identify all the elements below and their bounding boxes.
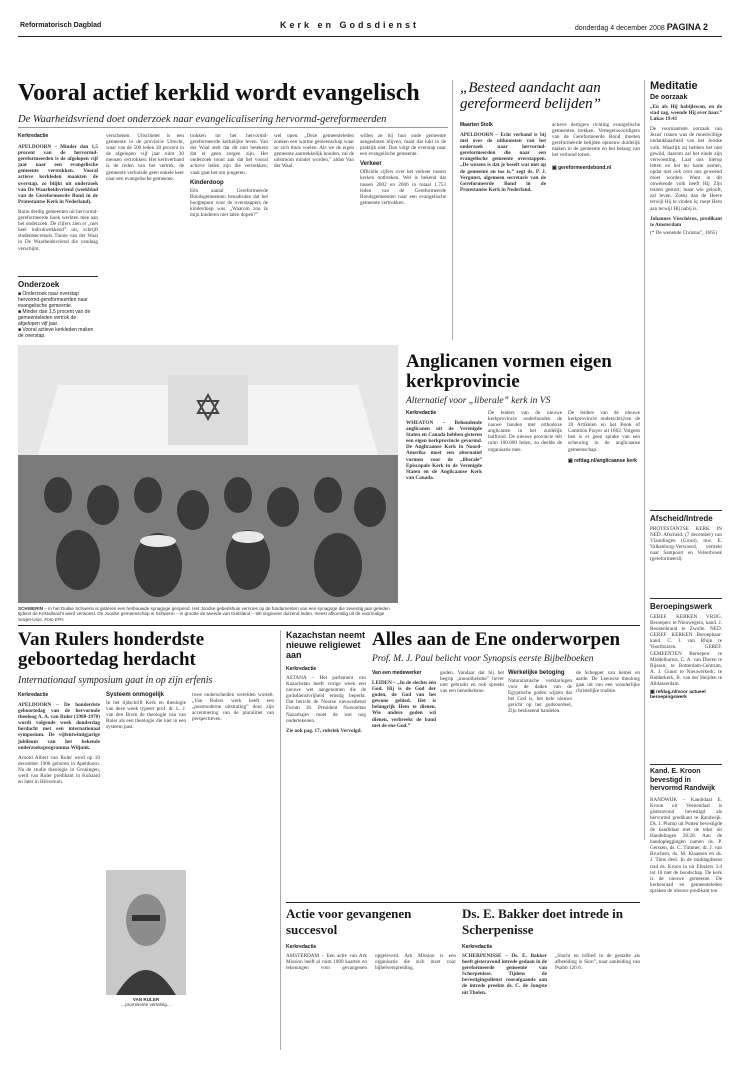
besteed-web-link[interactable]: ▣ gereformeerdebond.nl xyxy=(552,164,612,171)
besteed-text: actieve dertigers richting evangelische gemeenten trekken. Vertegenwoordigers van de Gereformeerde Bond moeten gereformeerde belijden opnieuw duidelijk maken in de gemeente en het belang van het verbond tonen. xyxy=(552,122,640,159)
lead-col5-more: Officiële cijfers over het verkeer tussen kerken ontbreken. Wel is bekend dat tussen 2002 en 2006 in totaal 1.753 leden van de Gereformeerde Bondsgemeenten naar een evangelische gemeente vertrokken. xyxy=(360,169,446,206)
afscheid-box xyxy=(650,510,722,563)
kazachstan-byline: Kerkredactie xyxy=(286,666,317,672)
page-date xyxy=(575,22,708,32)
photo-caption xyxy=(18,606,398,622)
onderwijs-col-2: goden. Vandaar dat hij het begrip „monotheïsme” liever niet gebruikt en ook spreekt van een henotheïsme. xyxy=(440,670,504,695)
synagogue-photo xyxy=(18,345,398,603)
lead-col-5 xyxy=(360,133,446,206)
onderzoek-item: ■ Minder dan 1,5 procent van de gemeenteleden vertrok de afgelopen vijf jaar. xyxy=(18,309,91,327)
vanruler-col-3: twee onderscheiden werelden wortelt. „Van Rulers werk heeft een „postmoderne uitstraling” door zijn accentuering van de pluralitiet van perspectieven. xyxy=(192,692,274,723)
kazachstan-article xyxy=(286,630,366,734)
gevangenen-headline: Actie voor gevangenen succesvol xyxy=(286,906,412,937)
kinderdoop-subhead: Kinderdoop xyxy=(190,179,224,186)
kazachstan-body: ASTANA – Het parlement van Kazachstan heeft vorige week een nieuwe wet aangenomen die de godsdienstvrijheid ernstig beperkt. Dat bericht de Noorse nieuwsdienst Forum 18. President Nursoeltan Nazarbajev moet de wet nog ondertekenen. xyxy=(286,675,366,724)
bakker-headline: Ds. E. Bakker doet intrede in Scherpenisse xyxy=(462,906,623,937)
date-text: donderdag 4 december 2008 xyxy=(574,25,665,32)
meditatie-source: (* De wenende Christus”, 1665) xyxy=(650,229,717,236)
besteed-intro: APELDOORN – Echt verband is bij mei over de uitkomsten van het onderzoek naar hervormd-gereformeerden die naar een evangelische gemeente overstappen. „De wezens is dat je beseft wat niet op de gemeente en toe is,” zegt ds. P. J. Vergunst, algemeen secretaris van de Gereformeerde Bond in de Protestantse Kerk in Nederland. xyxy=(460,132,546,193)
lead-col-4: wel open. „Deze gemeenteleden zoeken een warme gemeenschap waar ze zich thuis voelen. Als we de eigen gemeente aantrekkelijk houden, zal de uitstroom minder worden,” aldus Van der Waal. xyxy=(274,133,354,170)
vanruler-subhead: Internationaal symposium gaat in op zijn erfenis xyxy=(18,675,213,686)
besteed-col-2 xyxy=(552,122,640,171)
lead-col3-text: trokken tot het hervormd-gereformeerde kerkelijke leven. Van der Waal stelt dat dit niet betekent dat er geen zorgen zijn. Het onderzoek toont aan dat het vooral actieve leden zijn die vertrekken; vaak gaat het om jongeren. xyxy=(190,133,268,176)
verkeer-subhead: Verkeer xyxy=(360,161,382,168)
meditatie-column xyxy=(650,80,722,236)
vanruler-intro: APELDOORN – De honderdste geboortedag van de hervormde theoloog A. A. van Ruler (1908-1970) wordt volgende week donderdag herdacht met een internationaal symposium. De vijfentwintigjarige jubileum van het bekende onderzoeksprogramma Wiljunk. xyxy=(18,702,100,751)
vanruler-col-1 xyxy=(18,692,100,785)
onderzoek-list xyxy=(18,291,98,339)
beroepingswerk-title: Beroepingswerk xyxy=(650,602,713,611)
bakker-body: SCHERPENISSE – Ds. E. Bakker heeft gisteravond intrede gedaan in de gereformeerde gemeente van Scherpenisse. Tijdens de bevestigingsdienst voorafgaande aan de intrede preekte ds. C. de Jongste uit Tholen. xyxy=(462,953,547,996)
onderwijs-subhead: Prof. M. J. Paul belicht voor Synopsis eerste Bijbelboeken xyxy=(372,654,594,664)
systeem-subhead: Systeem onmogelijk xyxy=(106,692,165,698)
onderwijs-col-4: de Schepper van hemel en aarde. De Leeuwse theoloog gaat uit van een wonderlijke christelijke traditie. xyxy=(576,670,640,695)
onderwijs-intro: LEIDEN – „In de slechts één God. Hij is de God der goden, de God van het gewone gebied. Het is belangrijk Hem te dienen. Wie andere goden wil dienen, verbreekt de band met de ene God.” xyxy=(372,680,436,729)
besteed-col-1 xyxy=(460,122,546,193)
onderzoek-box xyxy=(18,276,98,339)
afscheid-body: PROTESTANTSE KERK IN NED. Afscheid: (7 december) van Vlaardingen (Groot), mw. E. Valkenburg-Verwoerd, vertrekt naar Santpoort en Velserbroek (gereformeerd). xyxy=(650,526,722,563)
meditatie-author: Johannes Visschérus, predikant te Amsterdam xyxy=(650,215,722,228)
bakker-byline: Kerkredactie xyxy=(462,944,493,950)
beroepingswerk-body: GEREF. KERKEN VRIJG. Beroepen: te Nieuwegein, kand. J. Roosenbrand te Zwolle. NED. GEREF. KERKEN Beroepbaar: kand. C. J. van Rhijn te Voorthuizen. GEREF. GEMEENTEN Beroepen: te Middelharnis, C. A. van Dieren te Rijssen; te Rotterdam-Centrum, A. J. Gunst te Nieuwerkerk; te Ridderkerk, B. van der Heijden te Alblasserdam. xyxy=(650,614,722,688)
beroepingswerk-box xyxy=(650,598,722,700)
header-rule xyxy=(18,36,722,37)
gevangenen-article xyxy=(286,906,456,971)
onderwijs-col3-text: Naturalistische verklaringen voor de daden van de Egyptische goden wijzen dat het God is, het hele nieuws gericht op het godsoordeel, Zijn beslissend handelen. xyxy=(508,678,572,715)
bakker-columns xyxy=(462,953,640,996)
gevangenen-byline: Kerkredactie xyxy=(286,944,317,950)
vanruler-photo-name: VAN RULER xyxy=(132,997,160,1002)
lead-subhead: De Waarheidsvriend doet onderzoek naar evangelicalisering hervormd-gereformeerden xyxy=(18,114,387,125)
vanruler-photo-text: …prominente vertaling… xyxy=(120,1002,172,1008)
anglicanen-intro: WHEATON – Behoudende anglicanen uit de Verenigde Staten en Canada hebben gisteren een eigen kerkprovincie gevormd. De Anglicaanse Kerk in Noord-Amerika moet een alternatief vormen voor de „liberale” Episcopale Kerk in de Verenigde Staten en de Anglicaanse Kerk van Canada. xyxy=(406,420,482,481)
col-divider xyxy=(280,630,281,1050)
meditatie-body: De voornaamste oorzaak van Jezus' tranen was de moedwillige ondankbaarheid van het Joodse volk. Waarlijk zij hebben het niet gewild, daarom zal het einde zijn verwoesting. Laat ons hierop letten en het ter harte nemen, opdat niet ook over ons geweend moet worden. Want in dit onwetende volk heeft Hij Zijn tranen gestort; maar wie gelooft, zal leven. Zoekt dan de Heere terwijl Hij te vinden is; roept Hem aan terwijl Hij nabij is. xyxy=(650,126,722,212)
gevangenen-body: AMSTERDAM – Een actie van Ark Mission heeft al ruim 1000 kaarten en tekeningen voor gevangenen opgeleverd. Ark Mission is een organisatie die zich inzet voor bijbelverspreiding. xyxy=(286,953,456,972)
betoging-subhead: Werkelijke betoging xyxy=(508,670,565,676)
onderzoek-item: ■ Onderzoek naar overstap hervormd-gereformeerden naar evangelische gemeente. xyxy=(18,291,88,309)
vanruler-col-2 xyxy=(106,692,186,730)
kroon-body: RANDWIJK – Kandidaat E. Kroon uit Veenendaal is gisteravond bevestigd als hervormd predikant te Randwijk. Ds. J. Plomp uit Putten bevestigde de kandidaat met de tekst uit Handelingen 20:28. Aan de handopleggingen namen ds. P. Gerssen, ds. C. Timmer, dr. J. van Bruchem, ds. M. Klaassen en ds. J. Tims deel. In de middagdienst trad ds. Kroon in uit Efeziers 3:4 tot 10 met de boodschap. De kerk is de nieuwe gemeente. De kerkenraad en gemeenteleden spraken de nieuwe predikant toe. xyxy=(650,796,722,894)
publication-name: Reformatorisch Dagblad xyxy=(20,22,102,29)
kazachstan-headline: Kazachstan neemt nieuwe religiewet aan xyxy=(286,630,366,660)
lead-col5-text: willen ze bij hun oude gemeente aangesloten blijven, maar dat lukt in de praktijk niet. Dan volgt de overstap naar een evangelische gemeente. xyxy=(360,133,446,158)
portrait-figure xyxy=(106,870,186,995)
afscheid-title: Afscheid/Intrede xyxy=(650,514,713,523)
anglicanen-col3-text: De leiders van de nieuwe kerkprovincie onderschrijven de 39 Artikelen en het Book of Common Prayer uit 1662. Volgens hen is er geen sprake van een scheuring in de anglicaanse gemeenschap. xyxy=(568,410,640,453)
anglicanen-link[interactable]: ▣ refdag.nl/anglicaanse kerk xyxy=(568,457,637,464)
anglicanen-byline: Kerkredactie xyxy=(406,410,437,416)
onderzoek-item: ■ Vooral actieve kerkleden maken de overstap. xyxy=(18,327,94,339)
vanruler-col1-more: Arnold Albert van Ruler werd op 10 december 1908 geboren in Apeldoorn. Na de studie theologie in Groningen, werd van Ruler predikant in Kubaard en later in Hilversum. xyxy=(18,754,100,786)
synagogue-scene xyxy=(18,345,398,603)
besteed-byline: Maarten Stolk xyxy=(460,122,493,128)
meditatie-title: Meditatie xyxy=(650,80,698,92)
meditatie-verse: „En als Hij habijlewan, en de stad zag, weende Hij over haar.” Lukas 19:41 xyxy=(650,104,722,123)
anglicanen-subhead: Alternatief voor „liberale” kerk in VS xyxy=(406,396,551,406)
anglicanen-col-1 xyxy=(406,410,482,481)
section-title: Kerk en Godsdienst xyxy=(280,20,420,30)
bakker-article xyxy=(462,906,640,996)
onderzoek-title: Onderzoek xyxy=(18,280,60,289)
sidebar-divider xyxy=(644,80,645,840)
anglicanen-col-3 xyxy=(568,410,640,464)
col-divider xyxy=(452,80,453,340)
section-rule xyxy=(286,902,640,903)
lead-col1-more: Ruim derdig gemeenten uit hervormd-gereformeerde hoek werkten mee aan het onderzoek. De cijfers zien er „niet heel indrukwekkend” uit, schrijft studentsecretaris Tinnie van der Waal in De Waarheidsvriend die vandaag verschijnt. xyxy=(18,208,98,252)
photo-caption-lead: SCHWERIN xyxy=(18,606,44,611)
kazachstan-more: Zie ook pag. 17, rubriek Vervolgd. xyxy=(286,727,362,734)
lead-byline: Kerkredactie xyxy=(18,133,49,139)
page-label: PAGINA xyxy=(666,22,702,32)
lead-col-3 xyxy=(190,133,268,218)
besteed-headline: „Besteed aandacht aan gereformeerd belijden” xyxy=(460,80,601,112)
meditatie-subtitle: De oorzaak xyxy=(650,94,688,101)
bakker-more: „Slacht en loflied in de gestalte als afbeelding in Sion”, naar aanleiding van Psalm 126:6. xyxy=(555,953,640,972)
beroepingswerk-link[interactable]: ▣ refdag.nl/voor actueel beroepingswerk xyxy=(650,690,706,701)
photo-credit: Foto EPA xyxy=(44,616,64,622)
lead-col3-more: Eén aantal Gereformeerde Bondsgemeenten benadrukte dat het hoogtepunt voor de overstappers de kinderdoop was. „Waarom zou ik mijn kinderen niet laten dopen?” xyxy=(190,187,268,219)
page-number: 2 xyxy=(702,22,708,32)
onderwijs-headline: Alles aan de Ene onderworpen xyxy=(372,629,621,650)
onderwijs-col-3 xyxy=(508,670,572,715)
kroon-box xyxy=(650,764,722,894)
lead-col-2: verschenen. Uitschieter is een gemeente in de provincie Utrecht, waar van de 500 leden 30 procent in de afgelopen vijf jaar ruim 30 mensen vertrokken. Het kerkverband is de reden van het vertrek, de gemeente verhuisde geen enkele keer naar een evangelische gemeente. xyxy=(106,133,184,182)
vanruler-col2-text: In het tijdschrift Kerk en theologie van deze week typeert prof. dr. L. J. van den Brom de theologie van van Ruler als een theologie die niet in een systeem past. xyxy=(106,700,186,731)
lead-col-1 xyxy=(18,133,98,252)
lead-rule xyxy=(18,127,448,128)
anglicanen-headline: Anglicanen vormen eigen kerkprovincie xyxy=(406,351,612,392)
anglicanen-col-2: De leiders van de nieuwe kerkprovincie onderhouden de nauwe banden met orthodoxe anglicanen in het zuidelijk halfrond. De nieuwe provincie telt ruim 100.000 leden, zo deelde de organisatie mee. xyxy=(488,410,562,453)
lead-headline: Vooral actief kerklid wordt evangelisch xyxy=(18,80,420,106)
section-rule xyxy=(18,625,640,626)
onderwijs-col-1 xyxy=(372,670,436,729)
kroon-title: Kand. E. Kroon bevestigd in hervormd Randwijk xyxy=(650,768,715,792)
vanruler-headline: Van Rulers honderdste geboortedag herdacht xyxy=(18,629,205,670)
vanruler-portrait xyxy=(106,870,186,995)
lead-intro: APELDOORN – Minder dan 1,5 procent van de hervormd-gereformeerden is de afgelopen vijf jaar naar een evangelische gemeente vertrokken. Vooral actieve kerkleden maakten de overstap, zo blijkt uit onderzoek van De Waarheidsvriend (weekblad van de Gereformeerde Bond in de Protestantse Kerk in Nederland). xyxy=(18,144,98,205)
photo-caption-text: – In het Duitse Schwerin is gisteren een herbouwde synagoge geopend. Het Joodse gebedshuis vernoes op de fundamenten van een synagoge die zeventig jaar geleden tijdens de Kristallnacht werd verwoest. De Joodse gemeenschap in Schwerin – in grootte de tweede van Duitsland – telt ongeveer duizend leden, meest afkomstig uit de voormalige Sovjet-Unie. xyxy=(18,606,390,622)
onderwijs-byline: Van een medewerker xyxy=(372,670,422,676)
vanruler-byline: Kerkredactie xyxy=(18,692,49,698)
vanruler-photo-caption xyxy=(106,997,186,1008)
